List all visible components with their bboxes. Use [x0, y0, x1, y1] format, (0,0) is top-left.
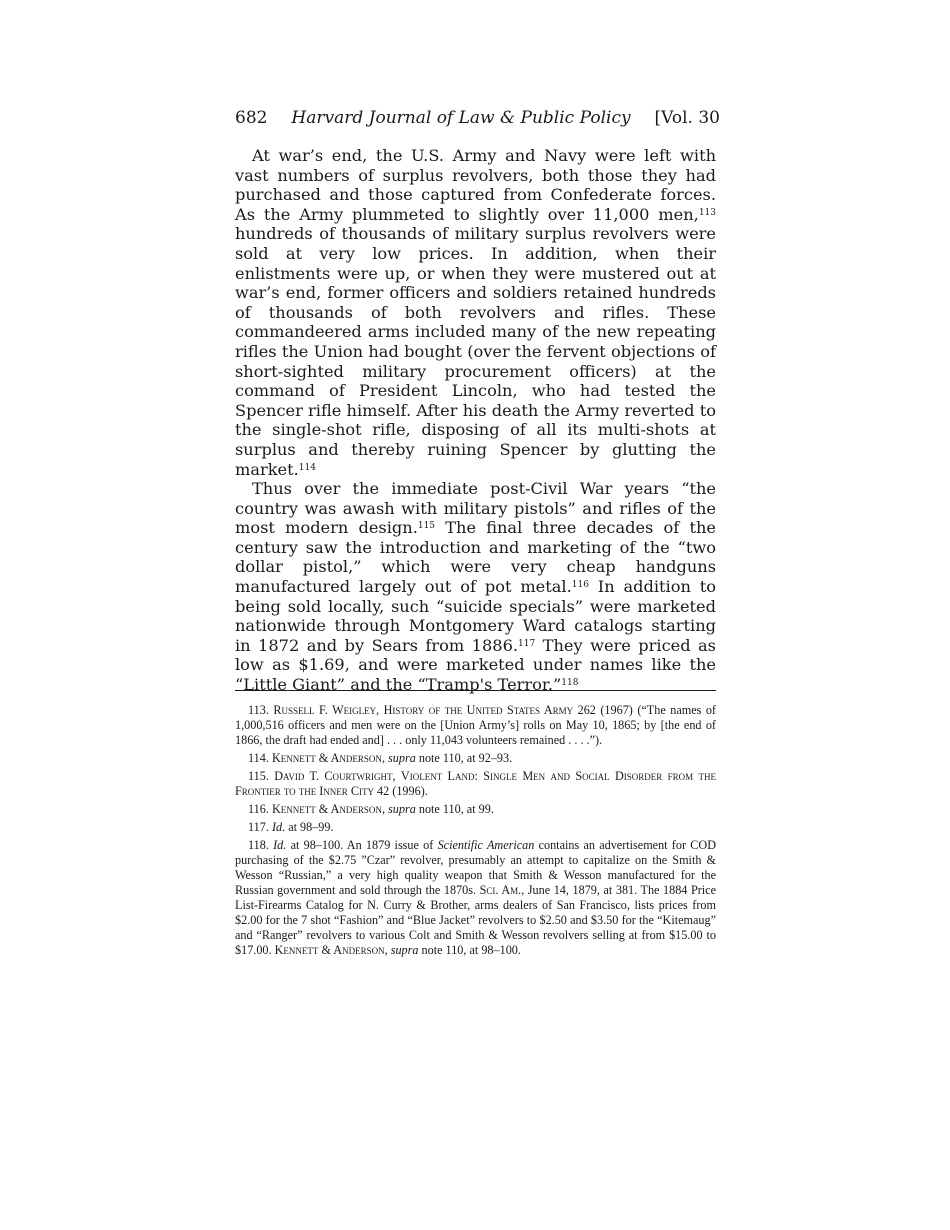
footnote-author: Russell F. Weigley [273, 703, 377, 717]
text-run: contains an advertisement for COD purchasing of the $2.75 ”Czar” revolver, presumably an attempt to capitalize on the Smith & Wesson “Russian,” a very high quality weapon that Smith & Wesson manufactured for the Russian government and sold through the 1870s. [235, 838, 716, 897]
footnote-115 [235, 769, 716, 799]
text-run: at 98–99. [285, 820, 334, 834]
journal-page [235, 108, 720, 957]
footnote-number: 118. [248, 838, 274, 852]
text-run: Thus over the immediate post-Civil War years “the country was awash with military pistols” and rifles of the most modern design. [235, 479, 716, 538]
footnote-number: 115. [248, 769, 275, 783]
text-run: note 110, at 98–100. [418, 943, 521, 957]
magazine-title: Scientific American [437, 838, 535, 852]
footnote-ref-116[interactable]: 116 [571, 580, 589, 591]
footnote-ref-114[interactable]: 114 [298, 462, 316, 473]
supra-signal: supra [388, 751, 416, 765]
text-run: 262 (1967) (“The names of 1,000,516 officers and men were on the [Union Army’s] rolls on May 10, 1865; by [the end of 1866, the draft had ended and] . . . only 11,043 volunteers remained . . . .”). [235, 703, 716, 747]
text-run: hundreds of thousands of military surplus revolvers were sold at very low prices. In addition, when their enlistments were up, or when they were mustered out at war’s end, former officers and soldiers retained hundreds of thousands of both revolvers and rifles. These commandeered arms included many of the new repeating rifles the Union had bought (over the fervent objections of short-sighted military procurement officers) at the command of President Lincoln, who had tested the Spencer rifle himself. After his death the Army reverted to the single-shot rifle, disposing of all its multi-shots at surplus and thereby ruining Spencer by glutting the market. [235, 224, 716, 479]
text-run: In addition to being sold locally, such “suicide specials” were marketed nationwide through Montgomery Ward catalogs starting in 1872 and by Sears from 1886. [235, 577, 716, 655]
id-signal: Id. [271, 820, 286, 834]
footnote-ref-117[interactable]: 117 [518, 638, 536, 649]
text-run: note 110, at 92–93. [415, 751, 513, 765]
footnote-author: Kennett & Anderson [271, 802, 382, 816]
text-run: 42 (1996). [373, 784, 428, 798]
footnotes [235, 703, 716, 961]
paragraph-2 [235, 479, 716, 695]
footnote-ref-118[interactable]: 118 [561, 678, 579, 689]
text-run: , [384, 943, 391, 957]
footnote-ref-113[interactable]: 113 [698, 207, 716, 218]
text-run: at 98–100. An 1879 issue of [286, 838, 438, 852]
footnote-113 [235, 703, 716, 748]
text-run: , [376, 703, 384, 717]
footnote-117 [235, 820, 716, 835]
footnote-ref-115[interactable]: 115 [417, 521, 436, 532]
text-run: At war’s end, the U.S. Army and Navy were left with vast numbers of surplus revolvers, both those they had purchased and those captured from Confederate forces. As the Army plummeted to slightly over 11,000 men, [235, 146, 716, 224]
footnote-title: Violent Land: Single Men and Social Disorder from the Frontier to the Inner City [235, 769, 716, 798]
text-run: They were priced as low as $1.69, and were marketed under names like the “Little Giant” and the “Tramp's Terror.” [235, 635, 716, 695]
footnote-title: History of the United States Army [383, 703, 574, 717]
volume-number: [Vol. 30 [654, 108, 720, 128]
footnote-number: 117. [248, 820, 272, 834]
text-run: , [392, 769, 401, 783]
paragraph-1 [235, 146, 716, 479]
page-number: 682 [235, 108, 268, 128]
text-run: note 110, at 99. [415, 802, 494, 816]
text-run: , [381, 802, 389, 816]
id-signal: Id. [273, 838, 287, 852]
footnote-divider [235, 690, 716, 691]
footnote-author: David T. Courtwright [274, 769, 393, 783]
text-run: The final three decades of the century saw the introduction and marketing of the “two dollar pistol,” which were very cheap handguns manufactured largely out of pot metal. [235, 518, 716, 597]
text-run: , June 14, 1879, at 381. The 1884 Price List-Firearms Catalog for N. Curry & Brother, arms dealers of San Francisco, lists prices from $2.00 for the 7 shot “Fashion” and “Blue Jacket” revolvers to $2.50 and $3.50 for the “Kitemaug” and “Ranger” revolvers to various Colt and Smith & Wesson revolvers selling at from $15.00 to $17.00. [235, 883, 716, 957]
journal-title: Harvard Journal of Law & Public Policy [291, 108, 631, 128]
footnote-number: 114. [248, 751, 272, 765]
main-text [235, 146, 716, 695]
footnote-author: Kennett & Anderson [274, 943, 385, 957]
footnote-114 [235, 751, 716, 766]
supra-signal: supra [390, 943, 419, 957]
running-header [235, 108, 720, 132]
footnote-118 [235, 838, 716, 958]
footnote-number: 113. [248, 703, 274, 717]
footnote-number: 116. [248, 802, 272, 816]
footnote-116 [235, 802, 716, 817]
footnote-author: Kennett & Anderson [271, 751, 382, 765]
journal-abbrev: Sci. Am. [479, 883, 522, 897]
text-run: , [381, 751, 389, 765]
supra-signal: supra [388, 802, 416, 816]
